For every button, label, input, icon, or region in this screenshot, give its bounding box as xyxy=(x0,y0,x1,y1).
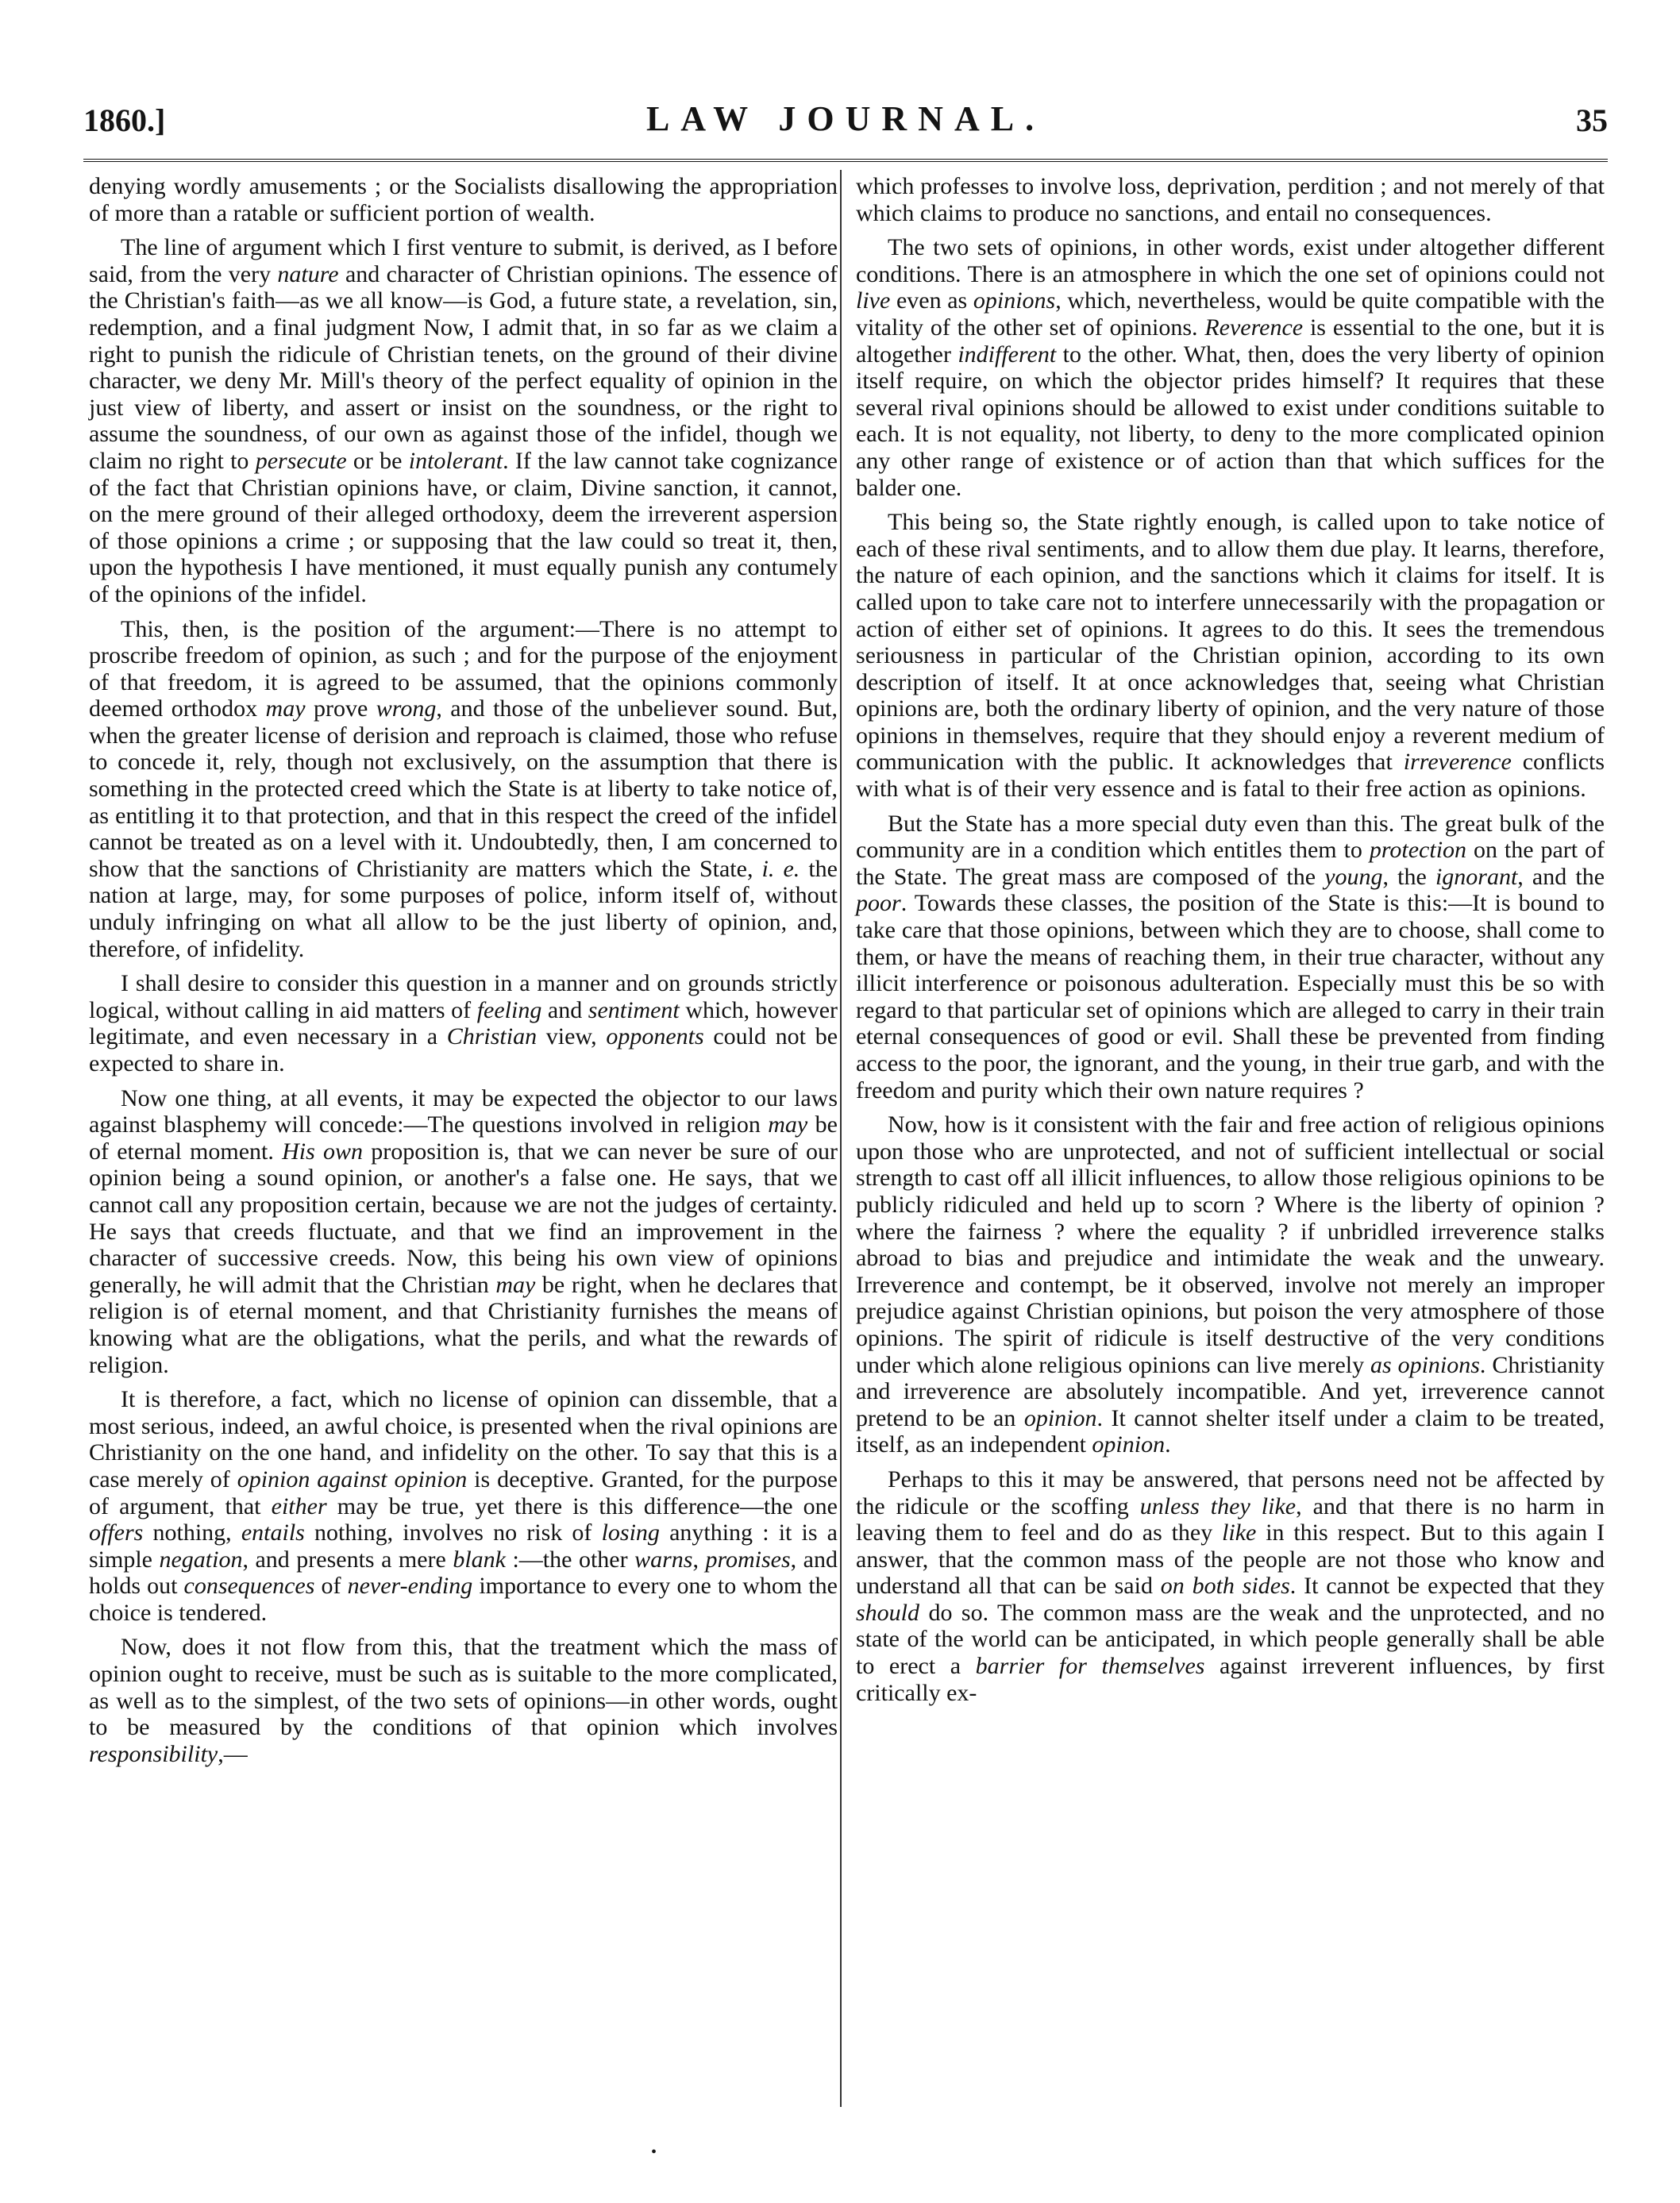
paragraph: It is therefore, a fact, which no license of opinion can dissemble, that a most serious, indeed, an awful choice, is presented when the rival opinions are Christianity on the one hand, and infidelity on the other. To say that this is a case merely of opinion against opinion is deceptive. Granted, for the purpose of argument, that either may be true, yet there is this difference—the one offers nothing, entails nothing, involves no risk of losing anything : it is a simple negation, and presents a mere blank :—the other warns, promises, and holds out consequences of never-ending importance to every one to whom the choice is tendered. xyxy=(89,1386,838,1626)
paragraph: This, then, is the position of the argument:—There is no attempt to proscribe freedom of opinion, as such ; and for the purpose of the enjoyment of that freedom, it is agreed to be assumed, that the opinions commonly deemed orthodox may prove wrong, and those of the unbeliever sound. But, when the greater license of derision and reproach is claimed, those who refuse to concede it, rely, though not exclusively, on the assumption that there is something in the protected creed which the State is at liberty to take notice of, as entitling it to that protection, and that in this respect the creed of the infidel cannot be treated as on a level with it. Undoubtedly, then, I am concerned to show that the sanctions of Christianity are matters which the State, i. e. the nation at large, may, for some purposes of police, inform itself of, without unduly infringing on what all allow to be the just liberty of opinion, and, therefore, of infidelity. xyxy=(89,615,838,962)
paragraph: The line of argument which I first venture to submit, is derived, as I before said, from the very nature and character of Christian opinions. The essence of the Christian's faith—as we all know—is God, a future state, a revelation, sin, redemption, and a final judgment Now, I admit that, in so far as we claim a right to punish the ridicule of Christian tenets, on the ground of their divine character, we deny Mr. Mill's theory of the perfect equality of opinion in the just view of liberty, and assert or insist on the soundness, or the right to assume the soundness, of our own as against those of the infidel, though we claim no right to persecute or be intolerant. If the law cannot take cognizance of the fact that Christian opinions have, or claim, Divine sanction, it cannot, on the mere ground of their alleged orthodoxy, deem the irreverent aspersion of those opinions a crime ; or supposing that the law could so treat it, then, upon the hypothesis I have mentioned, it must equally punish any contumely of the opinions of the infidel. xyxy=(89,234,838,607)
page-header xyxy=(83,95,1608,143)
page-year: 1860.] xyxy=(83,102,166,138)
left-column xyxy=(89,173,838,1775)
paragraph: But the State has a more special duty even than this. The great bulk of the community are in a condition which entitles them to protection on the part of the State. The great mass are composed of the young, the ignorant, and the poor. Towards these classes, the position of the State is this:—It is bound to take care that those opinions, between which they are to choose, shall come to them, or have the means of reaching them, in their true character, without any illicit interference or poisonous adulteration. Especially must this be so with regard to that particular set of opinions which are alleged to carry in their train eternal consequences of good or evil. Shall these be prevented from finding access to the poor, the ignorant, and the young, in their true garb, and with the freedom and purity which their own nature requires ? xyxy=(856,810,1605,1103)
paragraph: Perhaps to this it may be answered, that persons need not be affected by the ridicule or the scoffing unless they like, and that there is no harm in leaving them to feel and do as they like in this respect. But to this again I answer, that the common mass of the people are not those who know and understand all that can be said on both sides. It cannot be expected that they should do so. The common mass are the weak and the unprotected, and no state of the world can be anticipated, in which people generally shall be able to erect a barrier for themselves against irreverent influences, by first critically ex- xyxy=(856,1465,1605,1706)
paragraph: Now, how is it consistent with the fair and free action of religious opinions upon those who are unprotected, and not of sufficient intellectual or social strength to cast off all illicit influences, to allow those religious opinions to be publicly ridiculed and held up to scorn ? Where is the liberty of opinion ? where the fairness ? where the equality ? if unbridled irreverence stalks abroad to bias and prejudice and intimidate the weak and the unweary. Irreverence and contempt, be it observed, involve not merely an improper prejudice against Christian opinions, but poison the very atmosphere of those opinions. The spirit of ridicule is itself destructive of the very conditions under which alone religious opinions can live merely as opinions. Christianity and irreverence are absolutely incompatible. And yet, irreverence cannot pretend to be an opinion. It cannot shelter itself under a claim to be treated, itself, as an independent opinion. xyxy=(856,1111,1605,1458)
footer-mark: • xyxy=(651,2143,657,2161)
journal-title: LAW JOURNAL. xyxy=(645,99,1046,138)
paragraph: The two sets of opinions, in other words, exist under altogether different conditions. There is an atmosphere in which the one set of opinions could not live even as opinions, which, nevertheless, would be quite compatible with the vitality of the other set of opinions. Reverence is essential to the one, but it is altogether indifferent to the other. What, then, does the very liberty of opinion itself require, on which the objector prides himself? It requires that these several rival opinions should be allowed to exist under conditions suitable to each. It is not equality, not liberty, to deny to the more complicated opinion any other range of existence or of action than that which suffices for the balder one. xyxy=(856,234,1605,501)
paragraph: which professes to involve loss, deprivation, perdition ; and not merely of that which claims to produce no sanctions, and entail no consequences. xyxy=(856,173,1605,226)
right-column xyxy=(856,173,1605,1714)
paragraph: denying wordly amusements ; or the Socialists disallowing the appropriation of more than a ratable or sufficient portion of wealth. xyxy=(89,173,838,226)
paragraph: Now one thing, at all events, it may be expected the objector to our laws against blasphemy will concede:—The questions involved in religion may be of eternal moment. His own proposition is, that we can never be sure of our opinion being a sound opinion, or another's a false one. He says, that we cannot call any proposition certain, because we are not the judges of certainty. He says that creeds fluctuate, and that we find an improvement in the character of successive creeds. Now, this being his own view of opinions generally, he will admit that the Christian may be right, when he declares that religion is of eternal moment, and that Christianity furnishes the means of knowing what are the obligations, what the perils, and what the rewards of religion. xyxy=(89,1084,838,1378)
column-divider xyxy=(840,170,842,2107)
paragraph: This being so, the State rightly enough, is called upon to take notice of each of these rival sentiments, and to allow them due play. It learns, therefore, the nature of each opinion, and the sanctions which it claims for itself. It is called upon to take care not to interfere unnecessarily with the propagation or action of either set of opinions. It agrees to do this. It sees the tremendous seriousness in particular of the Christian opinion, according to its own description of itself. It at once acknowledges that, seeing what Christian opinions are, both the ordinary liberty of opinion, and the very nature of those opinions in themselves, require that they should enjoy a reverent medium of communication with the public. It acknowledges that irreverence conflicts with what is of their very essence and is fatal to their free action as opinions. xyxy=(856,509,1605,803)
paragraph: Now, does it not flow from this, that the treatment which the mass of opinion ought to receive, must be such as is suitable to the more complicated, as well as to the simplest, of the two sets of opinions—in other words, ought to be measured by the conditions of that opinion which involves responsibility,— xyxy=(89,1634,838,1767)
header-rule xyxy=(83,159,1608,162)
paragraph: I shall desire to consider this question in a manner and on grounds strictly logical, without calling in aid matters of feeling and sentiment which, however legitimate, and even necessary in a Christian view, opponents could not be expected to share in. xyxy=(89,970,838,1076)
page-number: 35 xyxy=(1576,102,1608,138)
